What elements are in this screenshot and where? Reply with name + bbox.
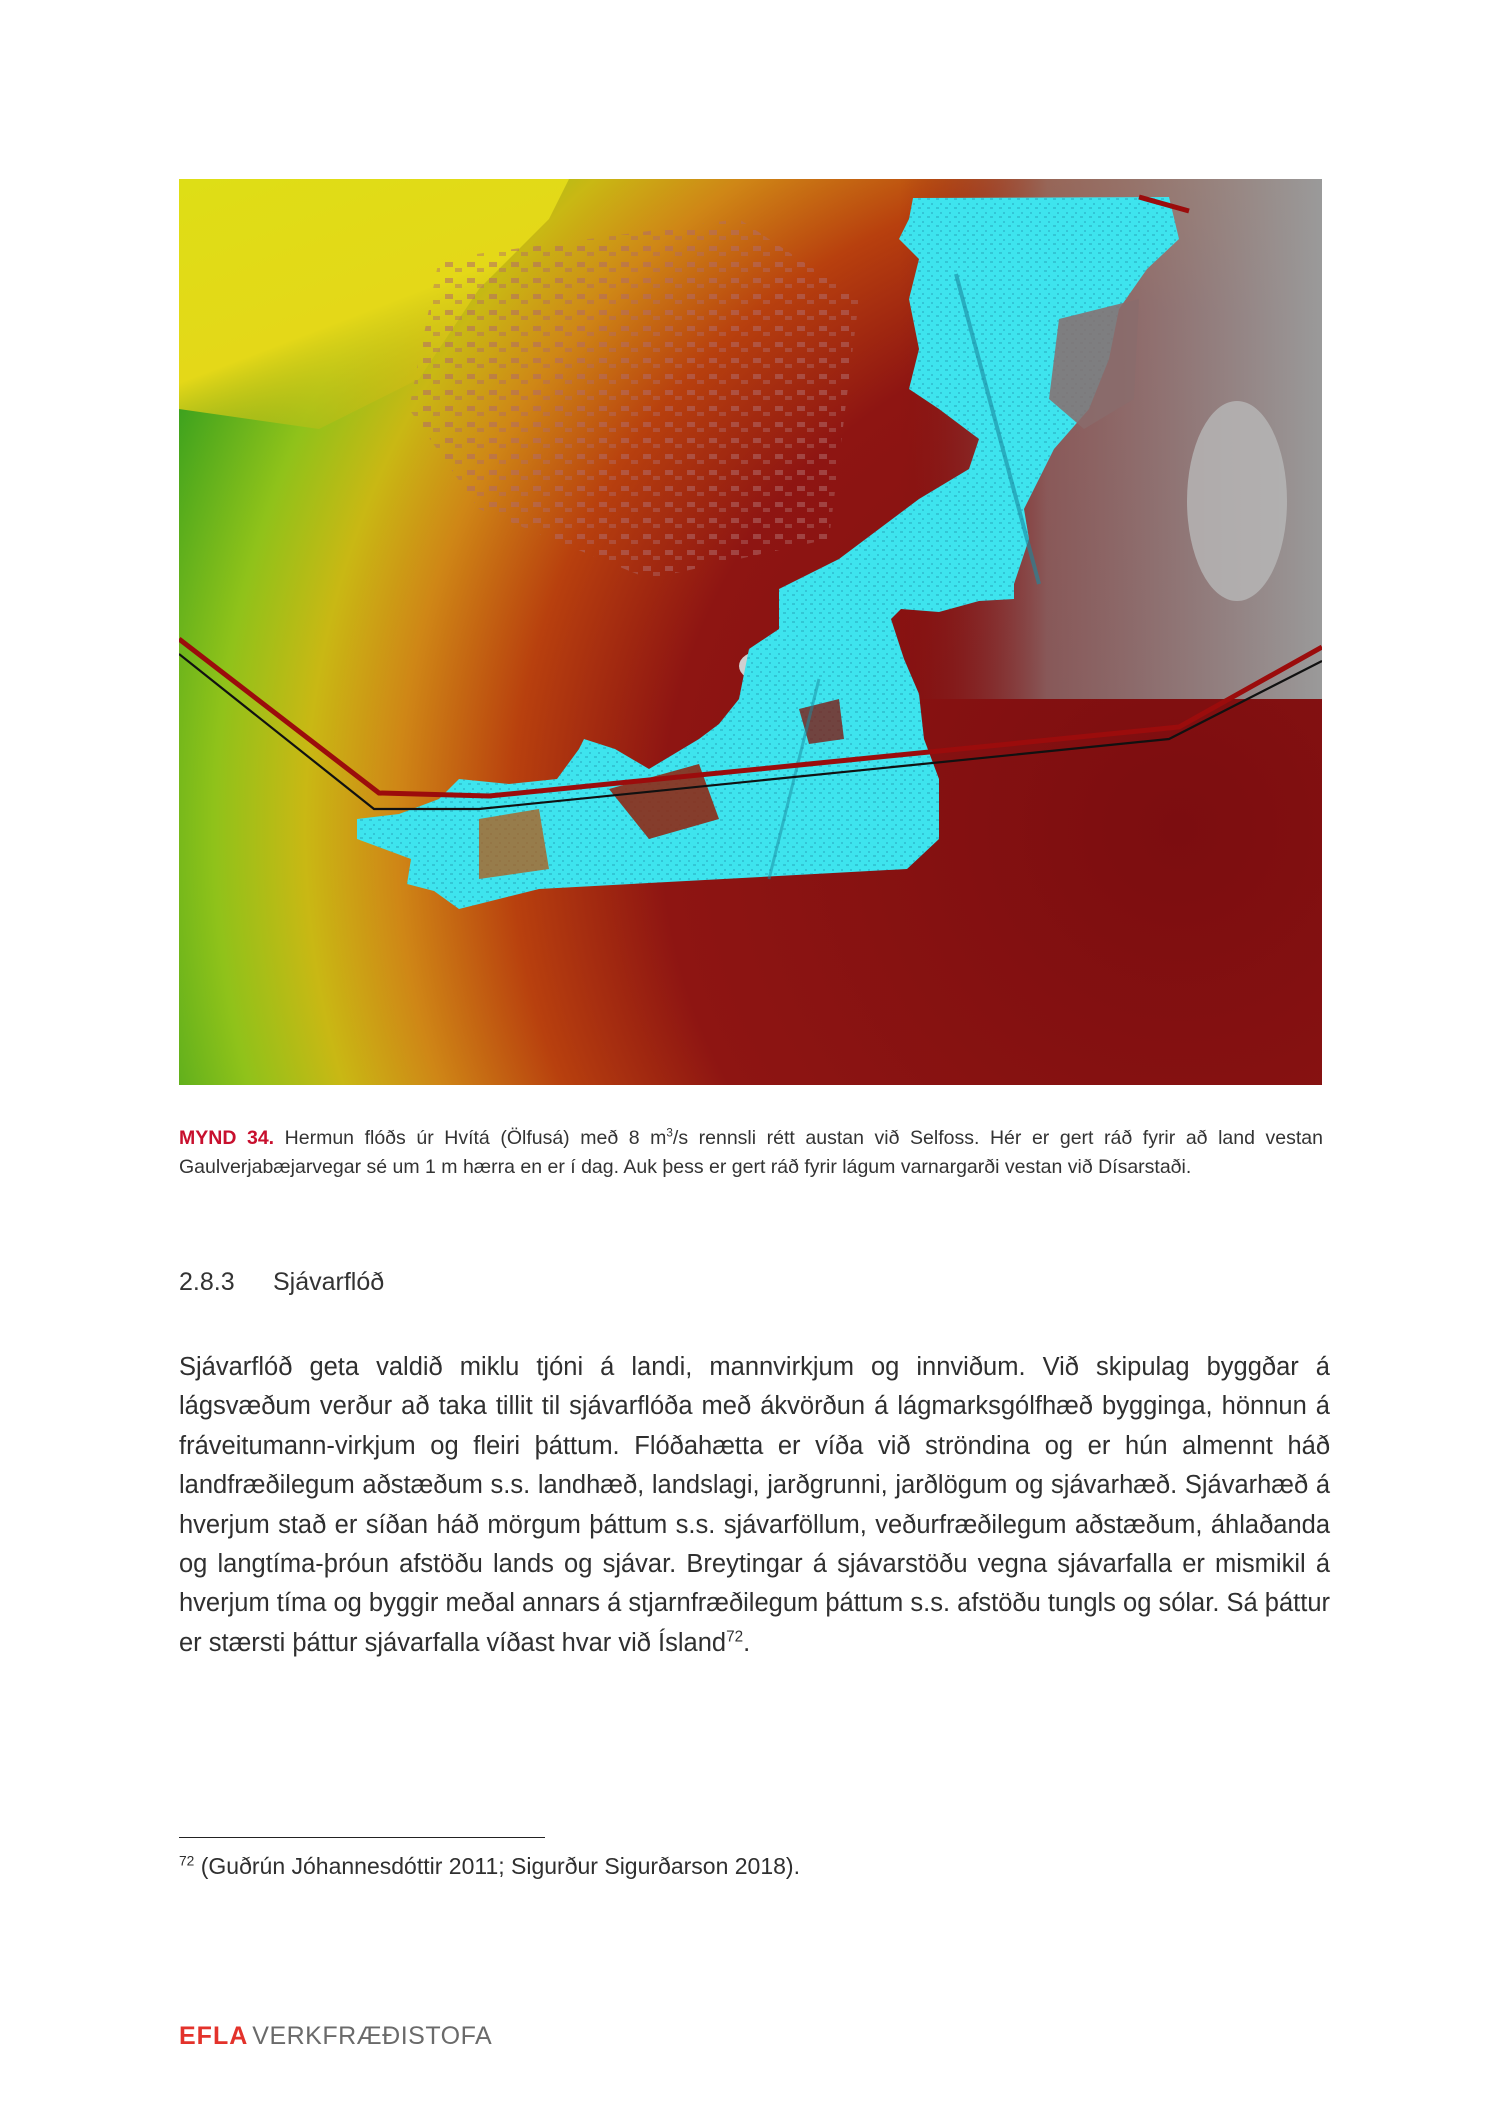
section-number: 2.8.3 (179, 1268, 235, 1296)
right-ridge (1187, 401, 1287, 601)
elevation-map-svg (179, 179, 1322, 1085)
body-paragraph (179, 1348, 1330, 1663)
caption-text-a: Hermun flóðs úr Hvítá (Ölfusá) með 8 m (274, 1127, 667, 1149)
footnote-divider (179, 1837, 545, 1838)
footnote-number: 72 (179, 1853, 195, 1869)
caption-superscript: 3 (666, 1126, 673, 1140)
flood-simulation-map (179, 179, 1322, 1085)
footnote (179, 1853, 800, 1880)
figure-label: MYND 34. (179, 1127, 275, 1149)
body-end: . (743, 1628, 751, 1657)
figure-caption (179, 1124, 1323, 1182)
footnote-reference[interactable]: 72 (726, 1628, 744, 1646)
footer-logo (179, 2022, 492, 2051)
footer-brand: EFLA (179, 2022, 249, 2050)
footer-subtitle: VERKFRÆÐISTOFA (252, 2022, 493, 2050)
section-heading (179, 1268, 384, 1297)
body-text: Sjávarflóð geta valdið miklu tjóni á landi, mannvirkjum og innviðum. Við skipulag byggðar á lágsvæðum verður að taka tillit til sjávarflóða með ákvörðun á lágmarksgólfhæð bygginga, hönnun á fráveitumann-virkjum og fleiri þáttum. Flóðahætta er víða við ströndina og er hún almennt háð landfræðilegum aðstæðum s.s. landhæð, landslagi, jarðgrunni, jarðlögum og sjávarhæð. Sjávarhæð á hverjum stað er síðan háð mörgum þáttum s.s. sjávarföllum, veðurfræðilegum aðstæðum, áhlaðanda og langtíma-þróun afstöðu lands og sjávar. Breytingar á sjávarstöðu vegna sjávarfalla er mismikil á hverjum tíma og byggir meðal annars á stjarnfræðilegum þáttum s.s. afstöðu tungls og sólar. Sá þáttur er stærsti þáttur sjávarfalla víðast hvar við Ísland (179, 1353, 1330, 1657)
caption-text-b: /s rennsli rétt austan við Selfoss. Hér er gert ráð fyrir að land vestan Gaulverjabæjarvegar sé um 1 m hærra en er í dag. Auk þess er gert ráð fyrir lágum varnargarði vestan við Dísarstaði. (179, 1127, 1323, 1178)
footnote-text: (Guðrún Jóhannesdóttir 2011; Sigurður Sigurðarson 2018). (194, 1853, 800, 1879)
section-title: Sjávarflóð (273, 1268, 385, 1296)
